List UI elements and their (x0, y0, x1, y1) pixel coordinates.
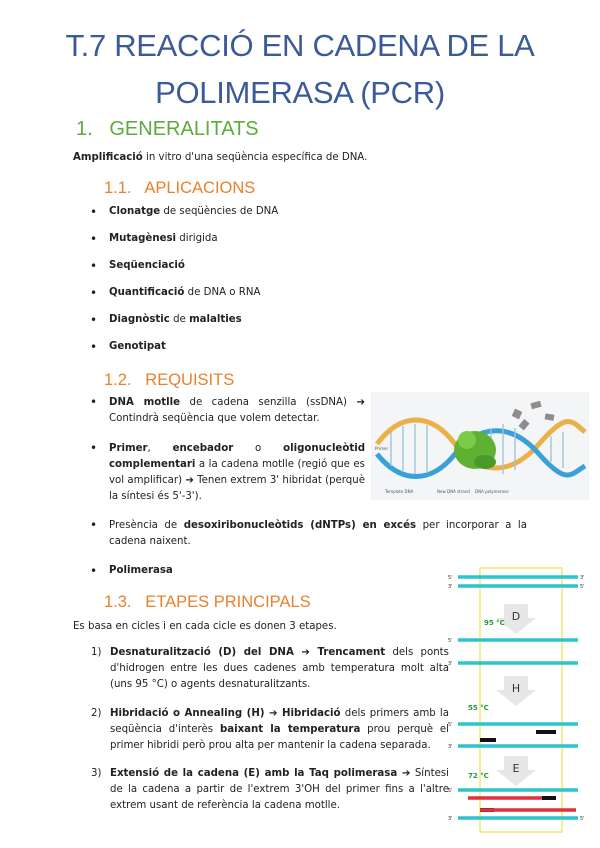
end-label: 5' (448, 575, 453, 581)
step-label-d: D (511, 610, 521, 623)
step-number: 3) (91, 768, 102, 779)
heading-requisits: 1.2. REQUISITS (104, 371, 235, 389)
item-bold: Seqüenciació (109, 260, 185, 271)
item-text: de DNA o RNA (184, 287, 261, 298)
end-label: 5' (448, 722, 453, 728)
item-text: , (147, 443, 173, 454)
step-number: 1) (91, 647, 102, 658)
step-number: 2) (91, 708, 102, 719)
definition-bold: Amplificació (73, 152, 143, 163)
item-bold: Mutagènesi (109, 233, 177, 244)
temp-label-h: 55 °C (468, 704, 489, 712)
item-text: Presència de (109, 520, 184, 531)
temp-label-e: 72 °C (468, 772, 489, 780)
etapes-intro: Es basa en cicles i en cada cicle es donen 3 etapes. (73, 621, 337, 632)
step-text: dels primers amb la seqüència d'interès (110, 708, 449, 735)
item-bold: Polimerasa (109, 565, 173, 576)
item-text: o (233, 443, 284, 454)
item-text: de (169, 314, 190, 325)
end-label: 5' (448, 638, 453, 644)
end-label: 5' (580, 584, 585, 590)
item-bold: Diagnòstic (109, 314, 170, 325)
step-bold: Desnaturalització (D) del DNA ➔ Trencament (110, 647, 386, 658)
item-bold: Quantificació (109, 287, 185, 298)
definition-rest: in vitro d'una seqüència específica de DNA. (142, 152, 368, 163)
item-bold: oligonucleòtid complementari (109, 443, 365, 470)
item-bold: desoxiribonucleòtids (dNTPs) en excés (183, 520, 417, 531)
item-bold: Primer (109, 443, 148, 454)
end-label: 5' (448, 788, 453, 794)
step-item (91, 766, 449, 818)
page-title-line-1: T.7 REACCIÓ EN CADENA DE LA (65, 28, 535, 63)
primer (542, 796, 556, 800)
label-new-dna: New DNA strand (437, 489, 470, 494)
heading-generalitats: 1. GENERALITATS (76, 118, 259, 140)
list-item-requisit: • Presència de desoxiribonucleòtids (dNTPs) en excés per incorporar a la cadena naixent. (90, 518, 528, 547)
pcr-cycle-diagram (446, 560, 588, 836)
item-bold: Clonatge (109, 206, 161, 217)
pcr-polymerase-figure (371, 392, 589, 500)
initial-dsdna (448, 575, 585, 590)
end-label: 3' (448, 661, 453, 667)
label-polymerase: DNA polymerase (475, 489, 509, 494)
primer (536, 730, 556, 734)
end-label: 3' (580, 575, 585, 581)
item-text: per incorporar a la cadena naixent. (109, 520, 528, 547)
end-label: 3' (448, 744, 453, 750)
step-label-h: H (511, 682, 521, 695)
step-item (91, 645, 449, 697)
item-bold: Genotipat (109, 341, 166, 352)
heading-aplicacions: 1.1. APLICACIONS (104, 179, 256, 197)
step-text: dels ponts d'hidrogen entre les dues cadenes amb temperatura molt alta (uns 95 °C) o agents desnaturalitzants. (110, 647, 449, 690)
end-label: 3' (448, 584, 453, 590)
temp-label-d: 95 °C (484, 619, 505, 627)
step-bold: baixant la temperatura (219, 724, 361, 735)
step-label-e: E (512, 762, 520, 775)
step-item (91, 706, 449, 758)
step-text: prou perquè el primer hibridi però prou alta per mantenir la cadena separada. (110, 724, 449, 751)
heading-etapes: 1.3. ETAPES PRINCIPALS (104, 593, 311, 611)
item-text: de seqüències de DNA (160, 206, 279, 217)
label-primer: Primer (375, 446, 389, 451)
list-item-requisit: • DNA motlle de cadena senzilla (ssDNA) ➔ Contindrà seqüència que volem detectar. (90, 395, 365, 424)
step-bold: Extensió de la cadena (E) amb la Taq polimerasa ➔ (110, 768, 411, 779)
item-bold-2: malalties (189, 314, 242, 325)
item-bold: DNA motlle (109, 397, 181, 408)
primer (480, 738, 496, 742)
polymerase-lobe (458, 431, 476, 449)
step-bold: Hibridació o Annealing (H) ➔ Hibridació (110, 708, 341, 719)
end-label: 3' (448, 816, 453, 822)
item-text: dirigida (176, 233, 218, 244)
definition-text (73, 150, 367, 166)
label-template: Template DNA (385, 489, 414, 494)
list-item-requisit: • Primer, encebador o oligonucleòtid complementari a la cadena motlle (regió que es vol amplificar) ➔ Tenen extrem 3' hibridat (perquè la síntesi és 5'-3'). (90, 441, 365, 502)
page-title-line-2: POLIMERASA (PCR) (155, 75, 445, 110)
step-text: Síntesi de la cadena a partir de l'extrem 3'OH del primer fins a l'altre extrem usant de referència la cadena motlle. (110, 768, 449, 811)
polymerase-lobe (474, 455, 496, 469)
end-label: 5' (580, 816, 585, 822)
item-bold: encebador (172, 443, 234, 454)
item-text: de cadena senzilla (ssDNA) ➔ Contindrà seqüència que volem detectar. (109, 397, 365, 424)
item-text: a la cadena motlle (regió que es vol amplificar) ➔ Tenen extrem 3' hibridat (perquè la síntesi és 5'-3'). (109, 459, 365, 502)
